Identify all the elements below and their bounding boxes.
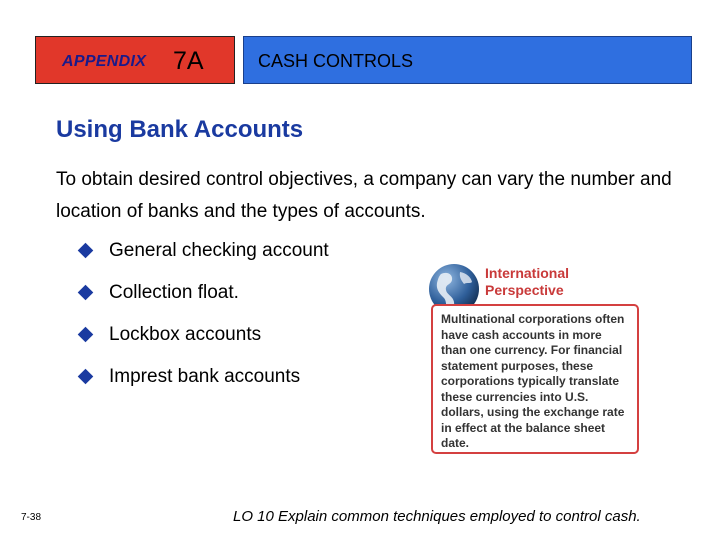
ip-text-line: in effect at the balance sheet date. — [441, 420, 606, 450]
slide-heading: Using Bank Accounts — [56, 116, 304, 143]
diamond-bullet-icon — [78, 369, 94, 385]
slide-number: 7-38 — [21, 512, 42, 523]
international-perspective-panel — [427, 262, 645, 458]
diamond-bullet-icon — [78, 327, 94, 343]
ip-text-line: these currencies into U.S. — [441, 389, 589, 404]
bullet-text: Collection float. — [109, 282, 239, 303]
ip-text-line: statement purposes, these — [441, 358, 594, 373]
learning-objective: LO 10 Explain common techniques employed to control cash. — [233, 508, 641, 525]
ip-text-box — [431, 304, 639, 454]
appendix-prefix: APPENDIX — [62, 53, 147, 70]
intro-paragraph: To obtain desired control objectives, a company can vary the number and location of banks and the types of accounts. — [56, 169, 672, 222]
appendix-number: 7A — [173, 47, 204, 75]
chapter-title: CASH CONTROLS — [258, 51, 414, 71]
ip-text-line: have cash accounts in more — [441, 327, 602, 342]
ip-text-line: corporations typically translate — [441, 374, 620, 388]
bullet-text: General checking account — [109, 240, 329, 261]
ip-title-line: Perspective — [485, 282, 564, 298]
appendix-label-box — [35, 36, 235, 84]
ip-text-line: dollars, using the exchange rate — [441, 405, 625, 419]
ip-text-line: Multinational corporations often — [441, 312, 625, 326]
bullet-text: Lockbox accounts — [109, 324, 262, 345]
ip-title-line: International — [485, 265, 570, 281]
ip-text — [441, 312, 631, 452]
ip-text-line: than one currency. For financial — [441, 343, 623, 357]
diamond-bullet-icon — [78, 243, 94, 259]
chapter-title-box — [243, 36, 692, 84]
bullet-text: Imprest bank accounts — [109, 366, 301, 387]
ip-title — [485, 265, 569, 299]
diamond-bullet-icon — [78, 285, 94, 301]
